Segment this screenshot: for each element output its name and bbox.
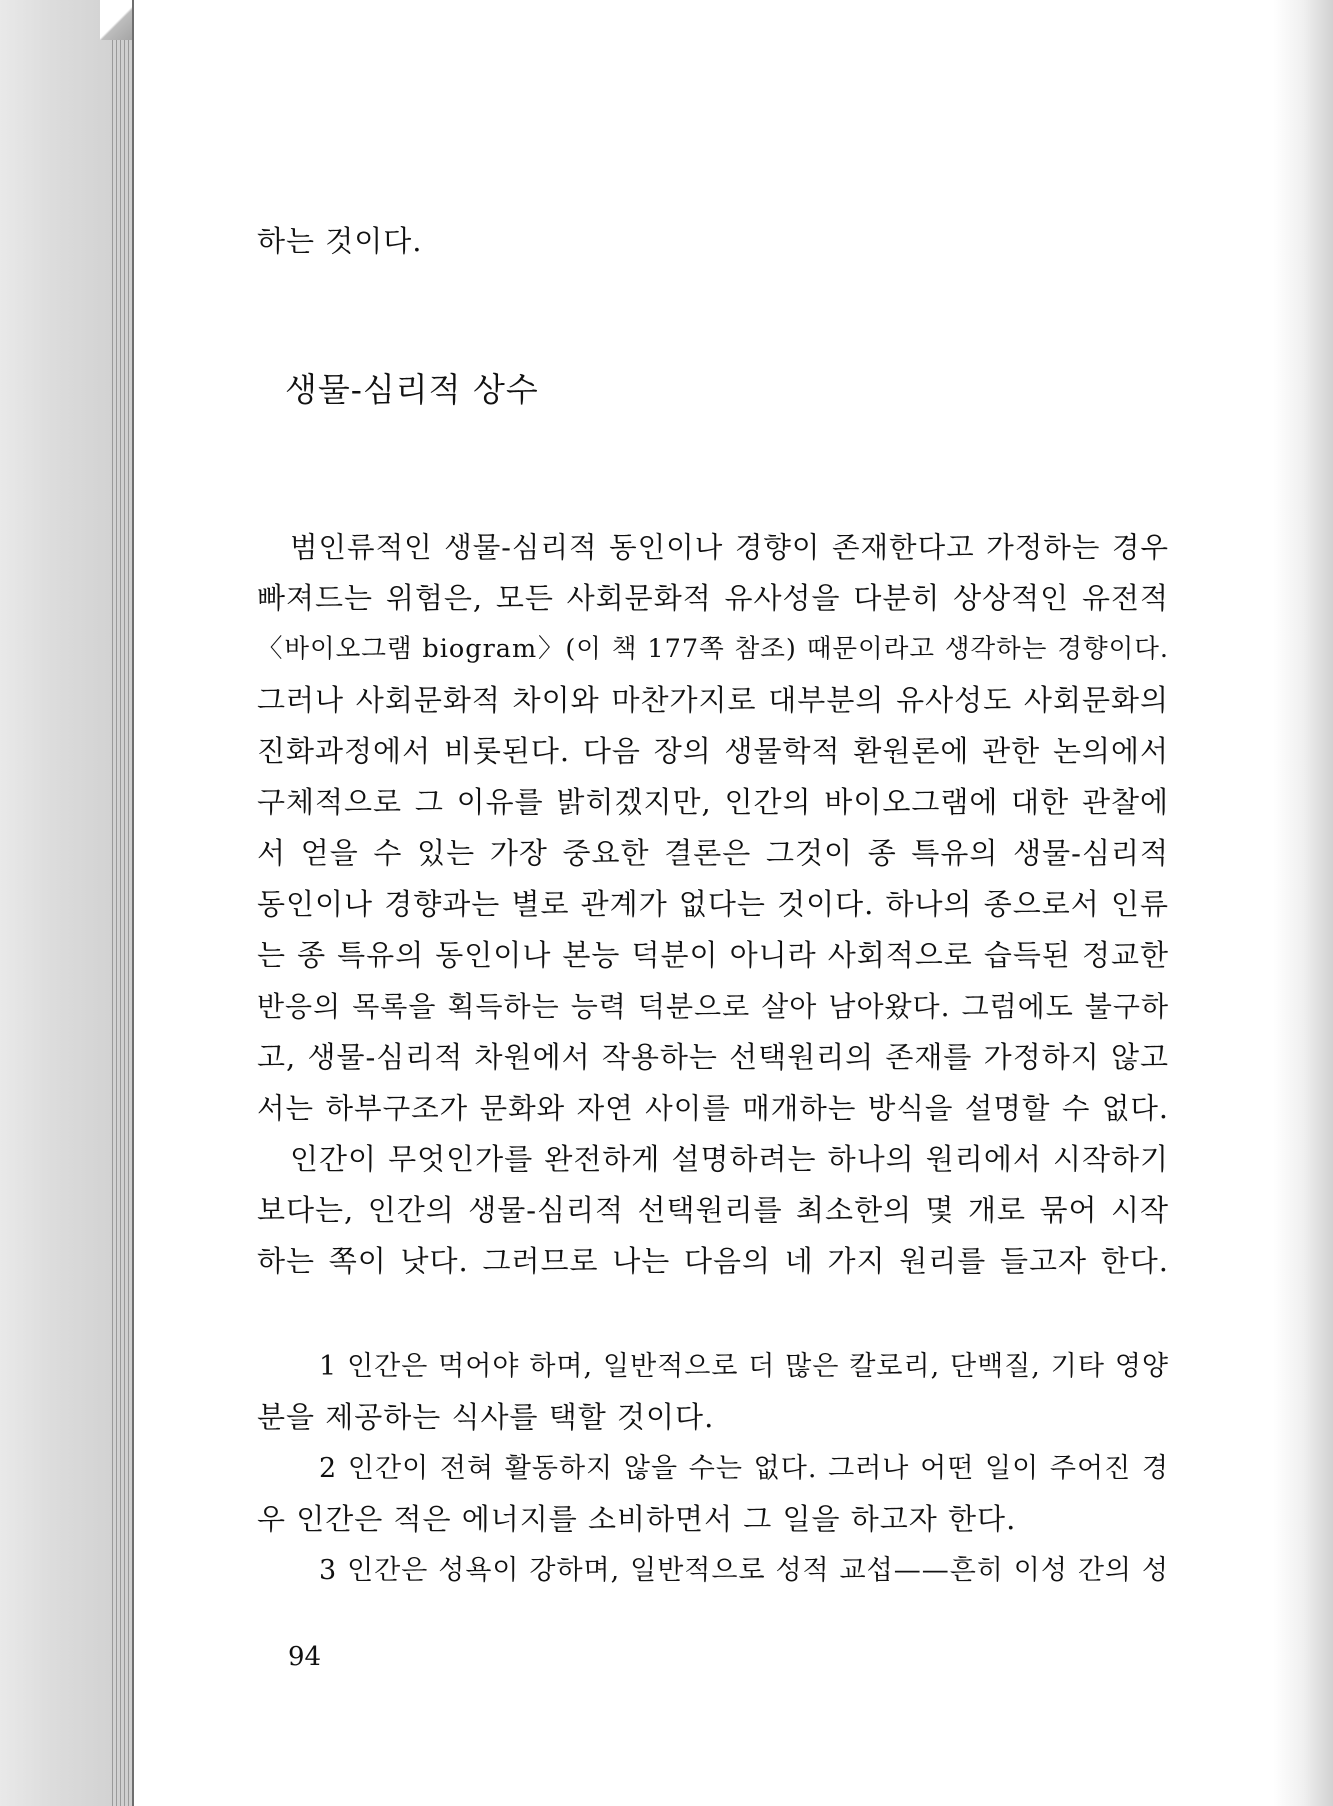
body-line: 빠져드는 위험은, 모든 사회문화적 유사성을 다분히 상상적인 유전적 bbox=[257, 581, 1169, 615]
page-edge-line bbox=[112, 0, 113, 1806]
page-number: 94 bbox=[288, 1642, 322, 1672]
body-line: 반응의 목록을 획득하는 능력 덕분으로 살아 남아왔다. 그럼에도 불구하 bbox=[257, 990, 1169, 1023]
list-item-line: 우 인간은 적은 에너지를 소비하면서 그 일을 하고자 한다. bbox=[257, 1502, 1017, 1536]
list-item-line: 1 인간은 먹어야 하며, 일반적으로 더 많은 칼로리, 단백질, 기타 영양 bbox=[319, 1351, 1169, 1382]
body-line: 〈바이오그램 biogram〉(이 책 177쪽 참조) 때문이라고 생각하는 경향이다. bbox=[257, 634, 1169, 664]
page-edge-line bbox=[128, 0, 129, 1806]
body-line: 진화과정에서 비롯된다. 다음 장의 생물학적 환원론에 관한 논의에서 bbox=[257, 734, 1169, 768]
body-line: 는 종 특유의 동인이나 본능 덕분이 아니라 사회적으로 습득된 정교한 bbox=[257, 938, 1169, 972]
body-line: 그러나 사회문화적 차이와 마찬가지로 대부분의 유사성도 사회문화의 bbox=[257, 683, 1169, 717]
body-paragraphs bbox=[257, 522, 1169, 1287]
body-line: 구체적으로 그 이유를 밝히겠지만, 인간의 바이오그램에 대한 관찰에 bbox=[257, 785, 1169, 819]
page-corner-curl bbox=[100, 0, 132, 40]
body-line: 서는 하부구조가 문화와 자연 사이를 매개하는 방식을 설명할 수 없다. bbox=[257, 1092, 1169, 1125]
spine-shadow bbox=[1273, 0, 1333, 1806]
continuation-text: 하는 것이다. bbox=[257, 224, 423, 258]
body-line: 인간이 무엇인가를 완전하게 설명하려는 하나의 원리에서 시작하기 bbox=[290, 1142, 1169, 1176]
body-line: 동인이나 경향과는 별로 관계가 없다는 것이다. 하나의 종으로서 인류 bbox=[257, 887, 1169, 921]
body-line: 고, 생물-심리적 차원에서 작용하는 선택원리의 존재를 가정하지 않고 bbox=[257, 1040, 1169, 1074]
body-line: 범인류적인 생물-심리적 동인이나 경향이 존재한다고 가정하는 경우 bbox=[290, 531, 1169, 564]
body-line: 보다는, 인간의 생물-심리적 선택원리를 최소한의 몇 개로 묶어 시작 bbox=[257, 1193, 1169, 1227]
list-item-line: 3 인간은 성욕이 강하며, 일반적으로 성적 교섭——흔히 이성 간의 성 bbox=[319, 1555, 1169, 1586]
page-edge-line bbox=[120, 0, 121, 1806]
page-edge-line bbox=[124, 0, 125, 1806]
principles-list bbox=[257, 1341, 1169, 1596]
list-item-line: 분을 제공하는 식사를 택할 것이다. bbox=[257, 1400, 715, 1434]
body-line: 서 얻을 수 있는 가장 중요한 결론은 그것이 종 특유의 생물-심리적 bbox=[257, 836, 1169, 870]
body-line: 하는 쪽이 낫다. 그러므로 나는 다음의 네 가지 원리를 들고자 한다. bbox=[257, 1244, 1169, 1278]
section-heading: 생물-심리적 상수 bbox=[285, 370, 539, 409]
list-item-line: 2 인간이 전혀 활동하지 않을 수는 없다. 그러나 어떤 일이 주어진 경 bbox=[319, 1453, 1169, 1484]
page-edge-line bbox=[116, 0, 117, 1806]
page-edge-stack bbox=[0, 0, 132, 1806]
